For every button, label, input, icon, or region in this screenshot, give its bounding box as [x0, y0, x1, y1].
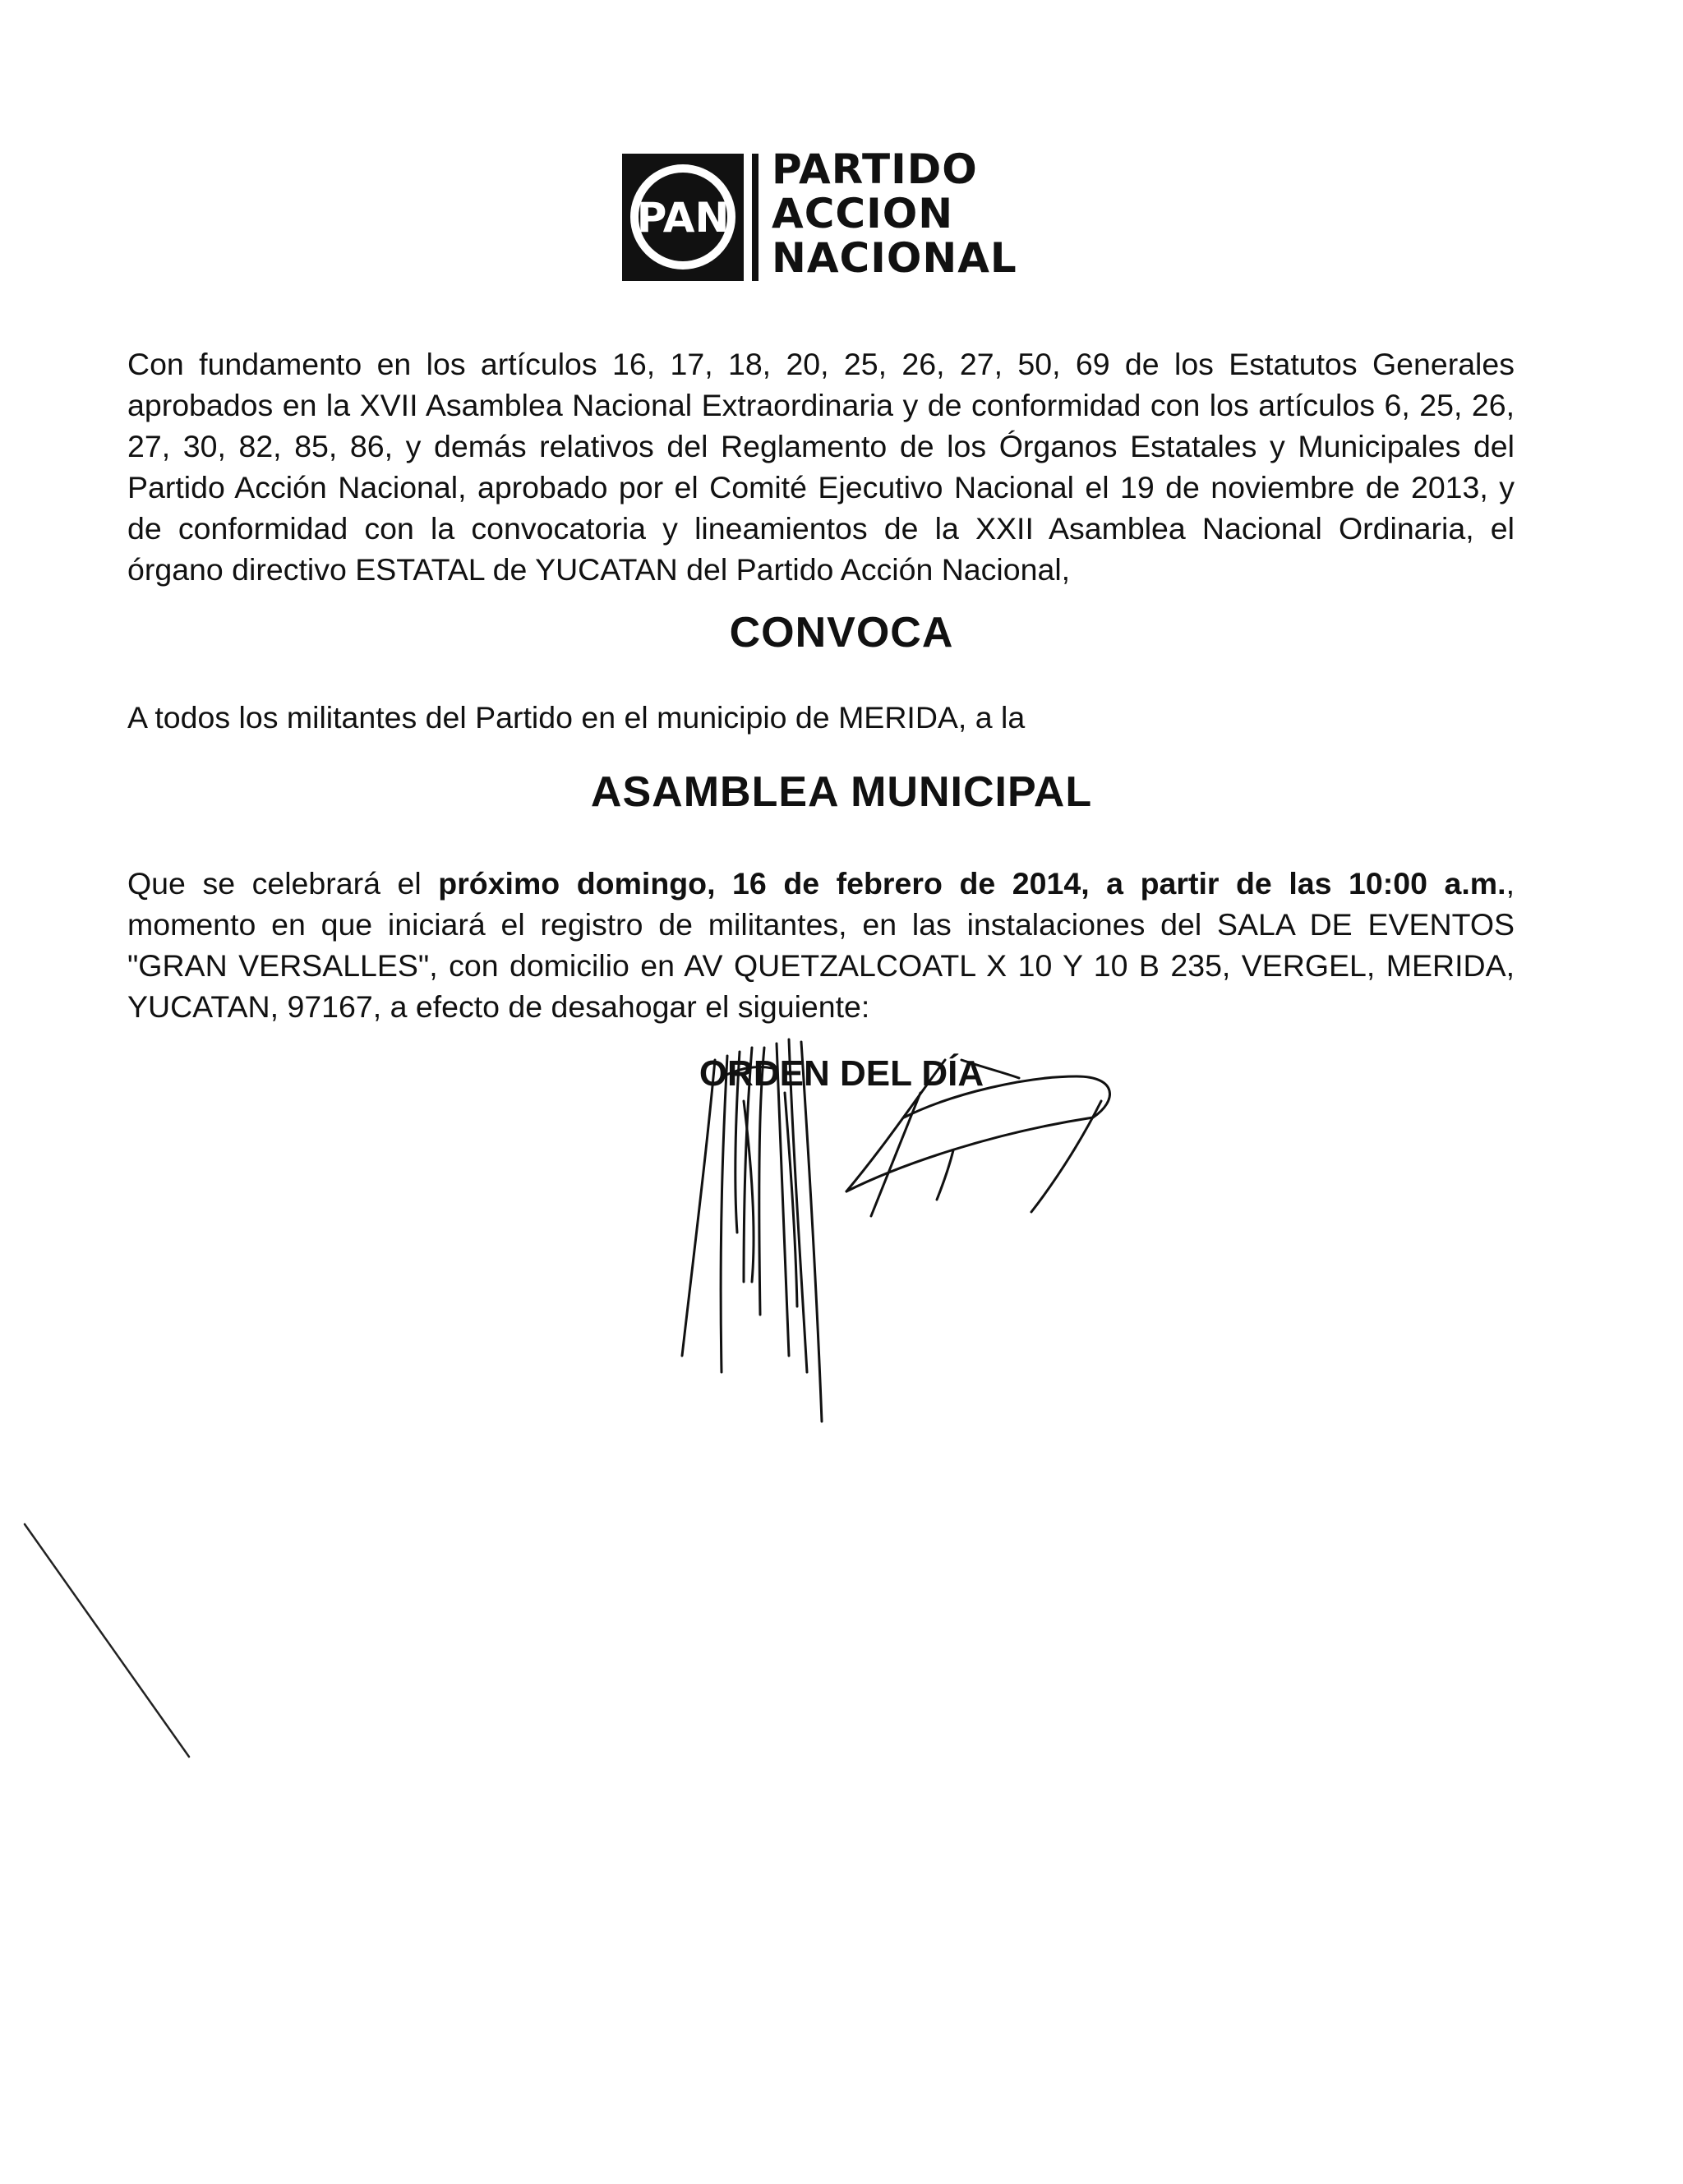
emblem-text: PAN: [636, 194, 730, 242]
event-details-suffix: , momento en que iniciará el registro de militantes, en las instalaciones del SALA DE EVENTOS "GRAN VERSALLES", con domicilio en AV QUETZALCOATL X 10 Y 10 B 235, VERGEL, MERIDA, YUCATAN, 97167, a efecto de desahogar el siguiente:: [127, 866, 1515, 1024]
event-details-paragraph: [127, 863, 1515, 1027]
logo-line-2: ACCION: [772, 190, 954, 237]
logo-wordmark: [772, 147, 1017, 280]
pan-emblem-icon: [622, 154, 744, 281]
militantes-line: A todos los militantes del Partido en el municipio de MERIDA, a la: [127, 700, 1026, 735]
orden-del-dia-heading: ORDEN DEL DÍA: [699, 1053, 984, 1094]
logo-divider: [752, 154, 759, 281]
logo-line-3: NACIONAL: [772, 234, 1017, 282]
logo-line-1: PARTIDO: [772, 145, 978, 193]
legal-basis-paragraph: Con fundamento en los artículos 16, 17, 18, 20, 25, 26, 27, 50, 69 de los Estatutos Generales aprobados en la XVII Asamblea Nacional Extraordinaria y de conformidad con los artículos 6, 25, 26, 27, 30, 82, 85, 86, y demás relativos del Reglamento de los Órganos Estatales y Municipales del Partido Acción Nacional, aprobado por el Comité Ejecutivo Nacional el 19 de noviembre de 2013, y de conformidad con la convocatoria y lineamientos de la XXII Asamblea Nacional Ordinaria, el órgano directivo ESTATAL de YUCATAN del Partido Acción Nacional,: [127, 347, 1515, 587]
convoca-heading: CONVOCA: [729, 609, 954, 657]
event-date-time: próximo domingo, 16 de febrero de 2014, a partir de las 10:00 a.m.: [438, 866, 1506, 901]
pan-logo: [622, 145, 1049, 285]
asamblea-heading: ASAMBLEA MUNICIPAL: [590, 768, 1093, 816]
event-details-prefix: Que se celebrará el: [127, 866, 439, 901]
